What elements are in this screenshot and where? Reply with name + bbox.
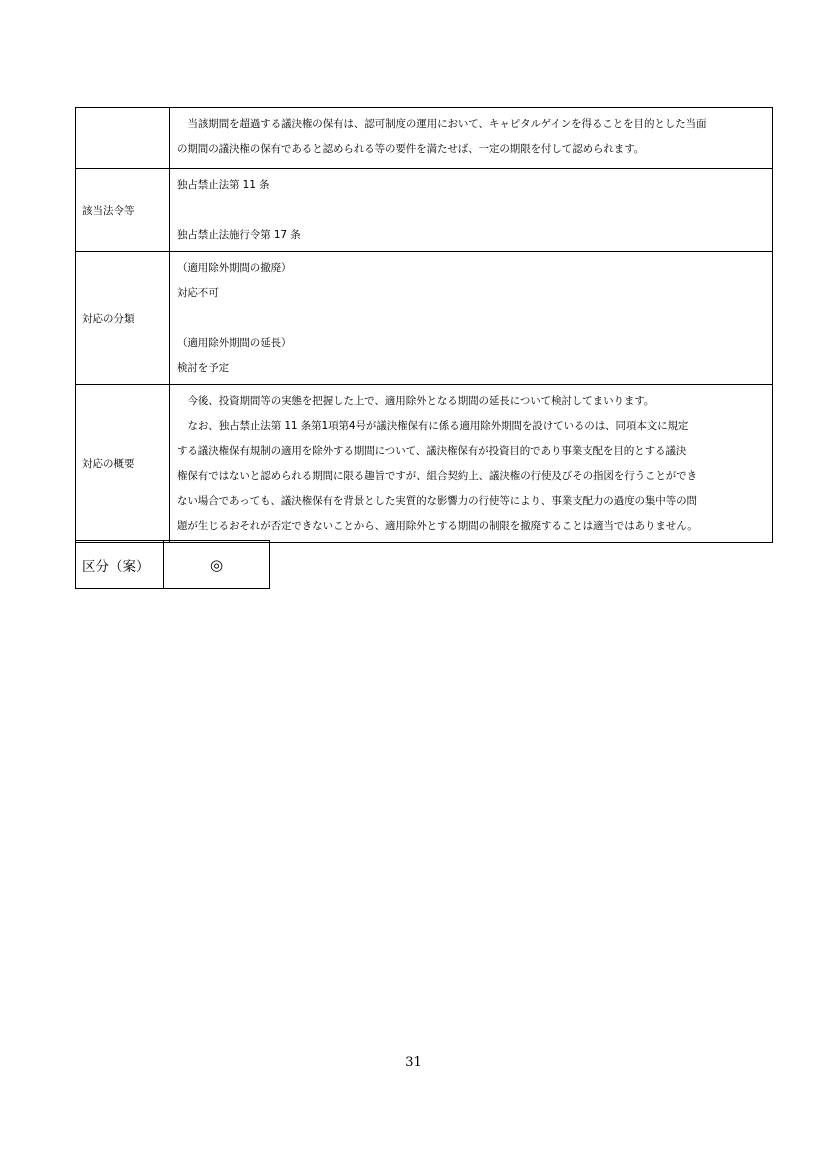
text-line: 当該期間を超過する議決権の保有は、認可制度の運用において、キャピタルゲインを得ることを目的とした当面 [187, 118, 707, 130]
row-label: 対応の概要 [76, 385, 170, 543]
classification-mark: ◎ [164, 541, 270, 589]
text-line: なお、独占禁止法第 11 条第1項第4号が議決権保有に係る適用除外期間を設けているのは、同項本文に規定 [187, 420, 689, 432]
text-line: する議決権保有規制の適用を除外する期間について、議決権保有が投資目的であり事業支配を目的とする議決 [177, 445, 687, 457]
table-row [76, 385, 773, 543]
row-content [170, 385, 773, 543]
row-content [170, 108, 773, 169]
classification-label: 区分（案） [76, 541, 164, 589]
row-label-empty [76, 108, 170, 169]
law-reference: 独占禁止法施行令第 17 条 [177, 229, 301, 241]
text-line: の期間の議決権の保有であると認められる等の要件を満たせば、一定の期限を付して認められます。 [177, 143, 645, 155]
row-label: 該当法令等 [76, 169, 170, 252]
text-line: 今後、投資期間等の実態を把握した上で、適用除外となる期間の延長について検討してまいります。 [187, 395, 655, 407]
law-reference: 独占禁止法第 11 条 [177, 179, 270, 191]
row-content [170, 169, 773, 252]
text-line: 権保有ではないと認められる期間に限る趣旨ですが、組合契約上、議決権の行使及びその指図を行うことができ [177, 470, 697, 482]
table-row [76, 252, 773, 385]
response-table [75, 107, 773, 543]
page-number: 31 [405, 1055, 422, 1070]
text-line: ない場合であっても、議決権保有を背景とした実質的な影響力の行使等により、事業支配力の過度の集中等の問 [177, 495, 697, 507]
text-line: 題が生じるおそれが否定できないことから、適用除外とする期間の制限を撤廃することは適当ではありません。 [177, 520, 698, 532]
row-content [170, 252, 773, 385]
table-row [76, 541, 270, 589]
table-row [76, 108, 773, 169]
classification-value: 対応不可 [177, 287, 219, 299]
classification-heading: （適用除外期間の延長） [177, 337, 292, 349]
classification-heading: （適用除外期間の撤廃） [177, 262, 292, 274]
classification-value: 検討を予定 [177, 362, 229, 374]
table-row [76, 169, 773, 252]
row-label: 対応の分類 [76, 252, 170, 385]
classification-box [75, 540, 270, 589]
